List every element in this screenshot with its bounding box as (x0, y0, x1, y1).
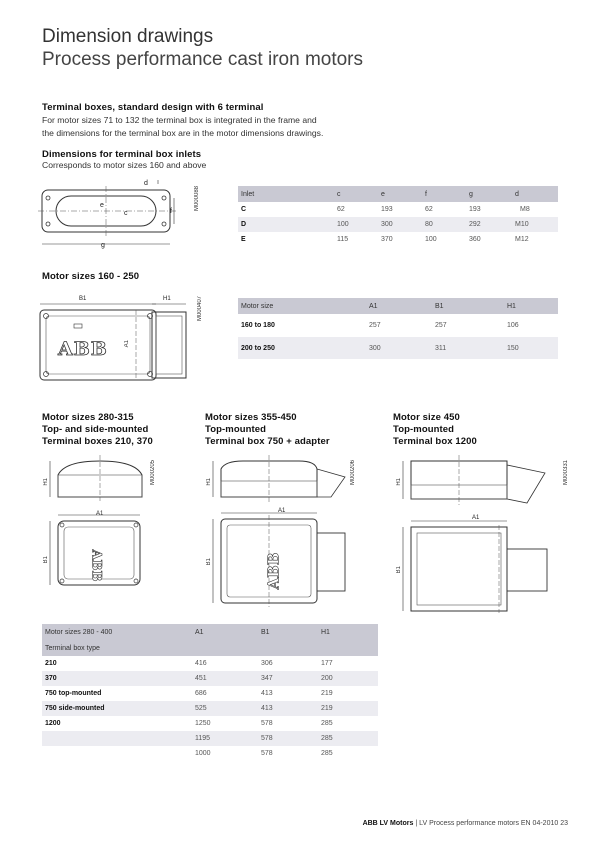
col1-drawing (40, 455, 160, 605)
inlet-table (238, 186, 558, 247)
size-280-col-header: B1 (258, 624, 318, 640)
col3-drawing (393, 455, 558, 615)
inlet-label-e: e (100, 202, 104, 209)
size-280-col-header: H1 (318, 624, 378, 640)
table-cell: 177 (321, 660, 333, 667)
inlet-col-header: d (512, 186, 558, 202)
table-cell: 210 (45, 660, 57, 667)
size-280-subheader-spacer (258, 640, 318, 656)
table-row (238, 314, 558, 337)
table-cell (42, 746, 192, 761)
table-row (42, 716, 378, 731)
inlet-table-header (238, 186, 558, 202)
table-cell: 1195 (192, 731, 258, 746)
col3-heading-line2: Top-mounted (393, 424, 455, 435)
col1-heading-line1: Motor sizes 280-315 (42, 412, 134, 423)
col2-heading-line1: Motor sizes 355-450 (205, 412, 297, 423)
table-cell: 413 (261, 690, 273, 697)
table-cell: 578 (258, 731, 318, 746)
inlet-col-header: g (466, 186, 512, 202)
table-cell: 100 (334, 217, 378, 232)
table-cell: E (241, 236, 246, 243)
table-cell: 300 (378, 217, 422, 232)
table-cell: 292 (466, 217, 512, 232)
size-280-table-header (42, 624, 378, 640)
page-number: 23 (560, 820, 568, 827)
col3-label-a1: A1 (472, 515, 480, 521)
abb-logo: ABB (264, 552, 283, 590)
size-280-subheader-spacer (318, 640, 378, 656)
table-cell: M10 (512, 217, 558, 232)
size-280-col-header: Motor sizes 280 - 400 (42, 624, 192, 640)
table-cell: 1250 (195, 720, 211, 727)
table-cell: 285 (318, 731, 378, 746)
table-cell: 360 (469, 236, 481, 243)
col2-label-h1: H1 (206, 478, 212, 486)
page-subtitle: Process performance cast iron motors (42, 49, 364, 70)
inlet-drawing (38, 178, 178, 252)
col1-label-a1: A1 (96, 511, 104, 517)
table-cell: 1000 (195, 750, 211, 757)
table-cell: 413 (258, 701, 318, 716)
table-cell: D (238, 217, 334, 232)
footer-text: | LV Process performance motors EN 04-2010 (415, 820, 559, 827)
table-row (238, 217, 558, 232)
table-cell: 193 (469, 206, 481, 213)
table-row (238, 337, 558, 359)
table-row (42, 686, 378, 701)
col2-drawing-code: M000206 (350, 460, 356, 486)
section-heading-inlets: Dimensions for terminal box inlets (42, 149, 202, 160)
table-cell: 62 (337, 206, 345, 213)
table-cell: 311 (432, 337, 504, 359)
inlet-label-f: f (170, 208, 172, 215)
col1-label-b1: B1 (43, 556, 49, 564)
table-cell: 686 (195, 690, 207, 697)
col1-label-h1: H1 (43, 478, 49, 486)
section-heading-terminal-std: Terminal boxes, standard design with 6 terminal (42, 102, 264, 113)
table-cell: 219 (318, 701, 378, 716)
table-cell: 370 (381, 236, 393, 243)
page-title: Dimension drawings (42, 26, 214, 47)
inlet-col-header: c (334, 186, 378, 202)
size-280-subheader: Terminal box type (42, 640, 192, 656)
table-cell: 347 (258, 671, 318, 686)
size-160-col-header: B1 (432, 298, 504, 314)
size-160-col-header: A1 (366, 298, 432, 314)
table-cell: 257 (369, 322, 381, 329)
inlet-col-header: f (422, 186, 466, 202)
col2-heading-line3: Terminal box 750 + adapter (205, 436, 330, 447)
table-row (238, 202, 558, 217)
size-160-col-header: Motor size (238, 298, 366, 314)
col3-label-b1: B1 (396, 566, 402, 574)
table-cell: 100 (425, 236, 437, 243)
table-cell: M12 (515, 236, 529, 243)
col2-label-a1: A1 (278, 508, 286, 514)
tb-160-label-b1: B1 (79, 296, 87, 302)
tb-160-label-a1: A1 (124, 340, 130, 348)
table-cell: 300 (366, 337, 432, 359)
col2-heading-line2: Top-mounted (205, 424, 267, 435)
table-cell: 257 (435, 322, 447, 329)
table-cell: 750 top-mounted (45, 690, 102, 697)
size-280-col-header: A1 (192, 624, 258, 640)
table-cell: 416 (195, 660, 207, 667)
table-cell: M8 (520, 206, 530, 213)
inlet-drawing-code: M000088 (194, 186, 200, 212)
inlets-note: Corresponds to motor sizes 160 and above (42, 160, 207, 170)
table-cell: 200 (318, 671, 378, 686)
size-160-table-header (238, 298, 558, 314)
table-cell: 200 to 250 (238, 337, 366, 359)
table-cell: 525 (192, 701, 258, 716)
inlet-col-header: Inlet (238, 186, 334, 202)
table-cell: C (241, 206, 247, 213)
table-row (42, 656, 378, 671)
table-row (238, 232, 558, 247)
table-row (42, 671, 378, 686)
tb-160-label-h1: H1 (163, 296, 171, 302)
size-280-subheader-spacer (192, 640, 258, 656)
table-cell: 578 (261, 720, 273, 727)
size-160-col-header: H1 (504, 298, 558, 314)
table-row (42, 731, 378, 746)
col1-heading-line3: Terminal boxes 210, 370 (42, 436, 153, 447)
terminal-std-line1: For motor sizes 71 to 132 the terminal box is integrated in the frame and (42, 115, 317, 125)
col1-heading-line2: Top- and side-mounted (42, 424, 149, 435)
col2-drawing (203, 455, 353, 615)
col1-drawing-code: M000205 (150, 460, 156, 486)
inlet-label-c: c (124, 210, 128, 217)
table-cell: 285 (321, 750, 333, 757)
tb-160-drawing-code: M000407 (197, 296, 203, 322)
col3-heading-line3: Terminal box 1200 (393, 436, 477, 447)
table-cell: 193 (381, 206, 393, 213)
inlet-label-g: g (101, 242, 105, 249)
table-cell: 370 (42, 671, 192, 686)
abb-logo: ABB (88, 549, 104, 582)
table-row (42, 746, 378, 761)
table-cell: 115 (337, 236, 349, 243)
col3-drawing-code: M000331 (563, 460, 569, 486)
section-heading-160-250: Motor sizes 160 - 250 (42, 271, 140, 282)
col2-label-b1: B1 (206, 558, 212, 566)
table-cell (42, 731, 192, 746)
table-cell: 750 side-mounted (42, 701, 192, 716)
table-cell: 219 (321, 690, 333, 697)
terminal-std-line2: the dimensions for the terminal box are in the motor dimensions drawings. (42, 128, 324, 138)
abb-logo: ABB (58, 338, 108, 360)
col3-heading-line1: Motor size 450 (393, 412, 460, 423)
table-cell: 578 (261, 750, 273, 757)
table-cell: 106 (507, 322, 519, 329)
size-280-400-table (42, 624, 378, 761)
table-cell: 1200 (45, 720, 61, 727)
inlet-label-d: d (144, 180, 148, 187)
page-footer (363, 820, 568, 827)
table-cell: 160 to 180 (241, 322, 275, 329)
inlet-col-header: e (378, 186, 422, 202)
table-cell: 150 (504, 337, 558, 359)
table-row (42, 701, 378, 716)
table-cell: 80 (422, 217, 466, 232)
table-cell: 306 (261, 660, 273, 667)
size-160-250-table (238, 298, 558, 359)
table-cell: 62 (425, 206, 433, 213)
col3-label-h1: H1 (396, 478, 402, 486)
table-cell: 285 (321, 720, 333, 727)
table-cell: 451 (192, 671, 258, 686)
footer-brand: ABB LV Motors (362, 820, 414, 827)
size-280-table-subheader (42, 640, 378, 656)
